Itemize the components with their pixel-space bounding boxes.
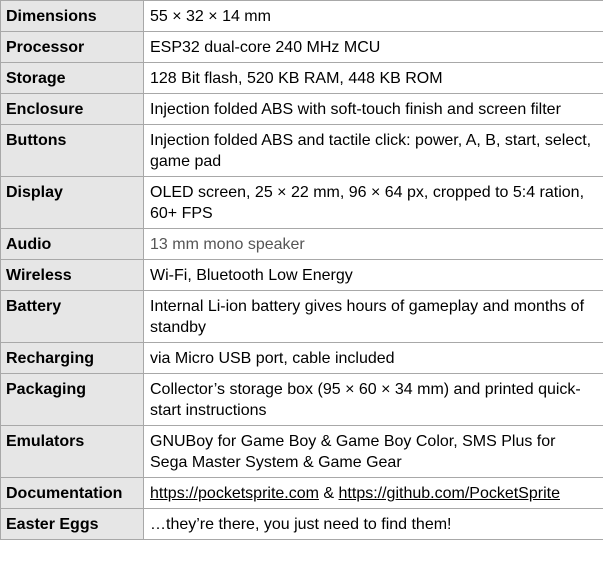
spec-row-display	[1, 177, 603, 229]
spec-label: Display	[1, 177, 144, 229]
github-link[interactable]: https://github.com/PocketSprite	[338, 485, 560, 502]
spec-label: Documentation	[1, 478, 144, 509]
spec-label: Easter Eggs	[1, 509, 144, 540]
spec-value: Injection folded ABS with soft-touch finish and screen filter	[144, 94, 603, 125]
spec-value: via Micro USB port, cable included	[144, 343, 603, 374]
spec-row-storage	[1, 63, 603, 94]
spec-label: Recharging	[1, 343, 144, 374]
spec-value: ESP32 dual-core 240 MHz MCU	[144, 32, 603, 63]
spec-row-buttons	[1, 125, 603, 177]
spec-label: Dimensions	[1, 1, 144, 32]
spec-value: Collector’s storage box (95 × 60 × 34 mm) and printed quick-start instructions	[144, 374, 603, 426]
spec-label: Wireless	[1, 260, 144, 291]
spec-row-easter-eggs	[1, 509, 603, 540]
spec-label: Battery	[1, 291, 144, 343]
spec-value: …they’re there, you just need to find them!	[144, 509, 603, 540]
spec-row-emulators	[1, 426, 603, 478]
spec-value: 55 × 32 × 14 mm	[144, 1, 603, 32]
spec-row-battery	[1, 291, 603, 343]
spec-row-audio	[1, 229, 603, 260]
spec-row-recharging	[1, 343, 603, 374]
link-separator: &	[318, 485, 339, 502]
spec-value: 128 Bit flash, 520 KB RAM, 448 KB ROM	[144, 63, 603, 94]
spec-row-processor	[1, 32, 603, 63]
spec-label: Packaging	[1, 374, 144, 426]
spec-row-wireless	[1, 260, 603, 291]
spec-row-dimensions	[1, 1, 603, 32]
spec-row-packaging	[1, 374, 603, 426]
spec-row-enclosure	[1, 94, 603, 125]
spec-value: GNUBoy for Game Boy & Game Boy Color, SMS Plus for Sega Master System & Game Gear	[144, 426, 603, 478]
spec-label: Buttons	[1, 125, 144, 177]
spec-value: Injection folded ABS and tactile click: power, A, B, start, select, game pad	[144, 125, 603, 177]
spec-label: Audio	[1, 229, 144, 260]
spec-value: OLED screen, 25 × 22 mm, 96 × 64 px, cropped to 5:4 ration, 60+ FPS	[144, 177, 603, 229]
spec-label: Processor	[1, 32, 144, 63]
spec-row-documentation	[1, 478, 603, 509]
pocketsprite-website-link[interactable]: https://pocketsprite.com	[150, 485, 319, 502]
spec-label: Emulators	[1, 426, 144, 478]
spec-value	[144, 478, 603, 509]
spec-label: Enclosure	[1, 94, 144, 125]
spec-label: Storage	[1, 63, 144, 94]
spec-value: Internal Li-ion battery gives hours of gameplay and months of standby	[144, 291, 603, 343]
spec-value: 13 mm mono speaker	[144, 229, 603, 260]
spec-value: Wi-Fi, Bluetooth Low Energy	[144, 260, 603, 291]
